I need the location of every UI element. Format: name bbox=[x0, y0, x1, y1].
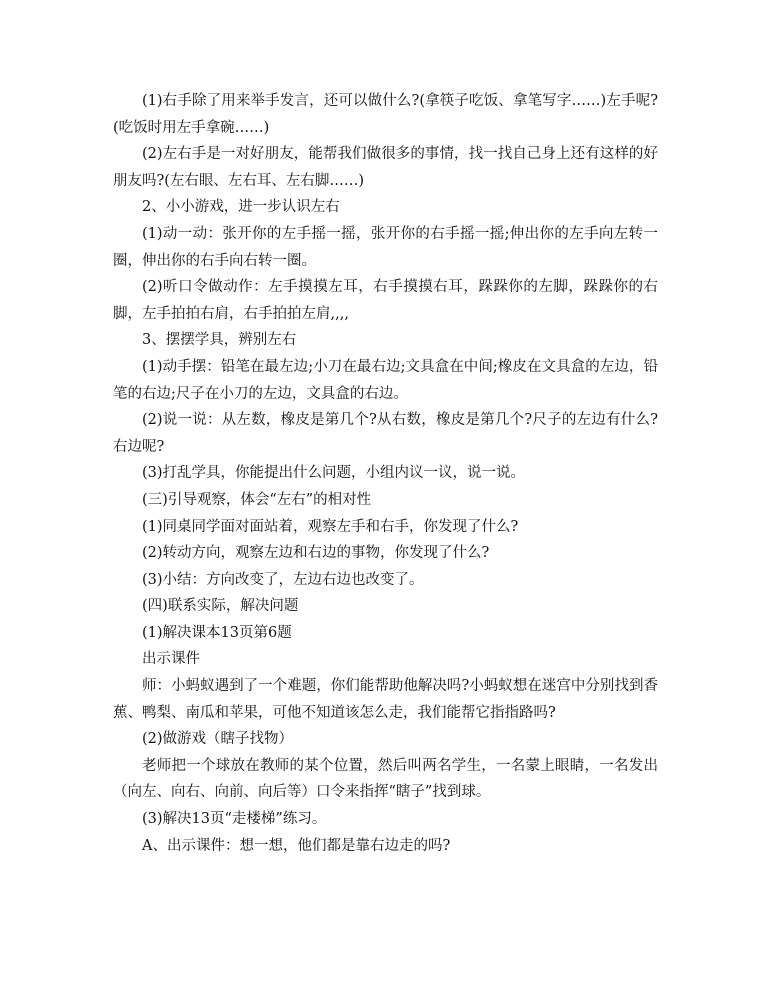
paragraph: (四)联系实际，解决问题 bbox=[142, 598, 299, 615]
paragraph: (2)转动方向，观察左边和右边的事物，你发现了什么? bbox=[142, 545, 490, 562]
paragraph: (1)动手摆：铅笔在最左边;小刀在最右边;文具盒在中间;橡皮在文具盒的左边，铅笔的右边;尺子在小刀的左边，文具盒的右边。 bbox=[113, 358, 658, 402]
paragraph: (3)小结：方向改变了，左边右边也改变了。 bbox=[142, 571, 424, 588]
paragraph: 2、小小游戏，进一步认识左右 bbox=[142, 199, 340, 216]
paragraph: (3)打乱学具，你能提出什么问题，小组内议一议，说一说。 bbox=[142, 465, 526, 482]
paragraph: (1)右手除了用来举手发言，还可以做什么?(拿筷子吃饭、拿笔写字……)左手呢?(吃饭时用左手拿碗……) bbox=[113, 93, 658, 136]
paragraph: (2)做游戏（瞎子找物） bbox=[142, 731, 294, 748]
paragraph: (1)动一动：张开你的左手摇一摇，张开你的右手摇一摇;伸出你的左手向左转一圈，伸出你的右手向右转一圈。 bbox=[113, 225, 658, 269]
paragraph: 出示课件 bbox=[142, 651, 200, 668]
paragraph: (1)解决课本13页第6题 bbox=[142, 624, 292, 641]
paragraph: (三)引导观察，体会“左右”的相对性 bbox=[142, 491, 372, 508]
paragraph: (3)解决13页“走楼梯”练习。 bbox=[142, 811, 327, 828]
paragraph: (2)说一说：从左数，橡皮是第几个?从右数，橡皮是第几个?尺子的左边有什么?右边呢? bbox=[113, 412, 658, 455]
paragraph: (1)同桌同学面对面站着，观察左手和右手，你发现了什么? bbox=[142, 518, 519, 535]
paragraph: 老师把一个球放在教师的某个位置，然后叫两名学生，一名蒙上眼睛，一名发出（向左、向右、向前、向后等）口令来指挥“瞎子”找到球。 bbox=[113, 757, 658, 801]
document-body bbox=[113, 88, 658, 859]
paragraph: 3、摆摆学具，辨别左右 bbox=[142, 332, 297, 349]
paragraph: (2)听口令做动作：左手摸摸左耳，右手摸摸右耳，跺跺你的左脚，跺跺你的右脚，左手拍拍右肩，右手拍拍左肩,,,, bbox=[113, 279, 658, 322]
paragraph: A、出示课件：想一想，他们都是靠右边走的吗? bbox=[142, 837, 451, 854]
paragraph: (2)左右手是一对好朋友，能帮我们做很多的事情，找一找自己身上还有这样的好朋友吗?(左右眼、左右耳、左右脚……) bbox=[113, 146, 658, 189]
paragraph: 师：小蚂蚁遇到了一个难题，你们能帮助他解决吗?小蚂蚁想在迷宫中分别找到香蕉、鸭梨、南瓜和苹果，可他不知道该怎么走，我们能帮它指指路吗? bbox=[113, 678, 658, 721]
